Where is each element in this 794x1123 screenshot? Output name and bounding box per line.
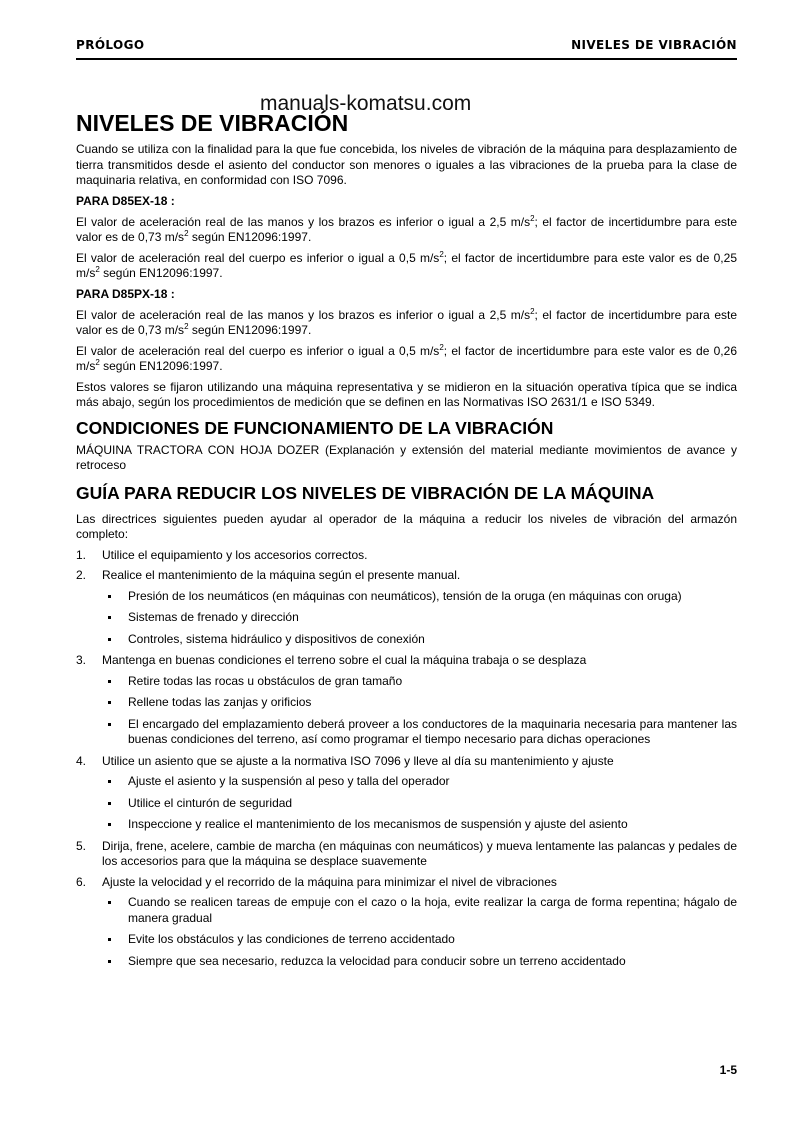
step-text: Realice el mantenimiento de la máquina según el presente manual. [102,568,461,582]
page-header [76,36,737,60]
hands-arm-value: El valor de aceleración real de las manos y los brazos es inferior o igual a 2,5 $m/s^2$; el factor de incertidumbre para este valor es de 0,73 $m/s^2$ según EN12096:1997. [76,213,737,244]
step-bullets [102,774,737,833]
guide-step [76,839,737,870]
step-number: 1. [76,547,87,562]
bullet-item: Siempre que sea necesario, reduzca la velocidad para conducir sobre un terreno accidentado [102,954,737,970]
step-number: 6. [76,874,87,889]
guide-step [76,754,737,833]
whole-body-value: El valor de aceleración real del cuerpo es inferior o igual a 0,5 $m/s^2$; el factor de incertidumbre para este valor es de 0,25 $m/s^2$ según EN12096:1997. [76,249,737,280]
bullet-item: Cuando se realicen tareas de empuje con el cazo o la hoja, evite realizar la carga de forma repentina; hágalo de manera gradual [102,895,737,926]
step-number: 4. [76,753,87,768]
guide-step [76,548,737,564]
step-bullets [102,895,737,969]
intro-paragraph: Cuando se utiliza con la finalidad para la que fue concebida, los niveles de vibración de la máquina para desplazamiento de tierra transmitidos desde el asiento del conductor son menores o iguales a las vibraciones de la prueba para la clase de maquinaria relativa, en conformidad con ISO 7096. [76,142,737,187]
step-text: Dirija, frene, acelere, cambie de marcha (en máquinas con neumáticos) y mueva lentamente las palancas y pedales de los accesorios para que la máquina se desplace suavemente [102,838,737,868]
page-content [76,110,737,975]
model-block-d85px [76,287,737,375]
bullet-item: Controles, sistema hidráulico y dispositivos de conexión [102,632,737,648]
page-number: 1-5 [719,1063,737,1077]
step-number: 5. [76,838,87,853]
guide-title: GUÍA PARA REDUCIR LOS NIVELES DE VIBRACIÓN DE LA MÁQUINA [76,482,655,503]
step-text: Utilice un asiento que se ajuste a la normativa ISO 7096 y lleve al día su mantenimiento y ajuste [102,753,614,768]
model-block-d85ex [76,194,737,282]
guide-step [76,875,737,970]
bullet-item: Presión de los neumáticos (en máquinas con neumáticos), tensión de la oruga (en máquinas con oruga) [102,589,737,605]
bullet-item: Ajuste el asiento y la suspensión al peso y talla del operador [102,774,737,790]
conditions-title: CONDICIONES DE FUNCIONAMIENTO DE LA VIBRACIÓN [76,417,554,438]
guide-intro: Las directrices siguientes pueden ayudar al operador de la máquina a reducir los niveles de vibración del armazón completo: [76,511,737,541]
step-number: 3. [76,653,87,667]
whole-body-value: El valor de aceleración real del cuerpo es inferior o igual a 0,5 $m/s^2$; el factor de incertidumbre para este valor es de 0,26 $m/s^2$ según EN12096:1997. [76,342,737,373]
bullet-item: El encargado del emplazamiento deberá proveer a los conductores de la maquinaria necesaria para mantener las buenas condiciones del terreno, así como programar el tiempo necesario para dichas operaciones [102,717,737,748]
bullet-item: Retire todas las rocas u obstáculos de gran tamaño [102,674,737,690]
step-number: 2. [76,568,87,582]
bullet-item: Inspeccione y realice el mantenimiento de los mecanismos de suspensión y ajuste del asiento [102,817,737,833]
hands-arm-value: El valor de aceleración real de las manos y los brazos es inferior o igual a 2,5 $m/s^2$; el factor de incertidumbre para este valor es de 0,73 $m/s^2$ según EN12096:1997. [76,306,737,337]
guide-step [76,653,737,748]
step-bullets [102,674,737,748]
bullet-item: Rellene todas las zanjas y orificios [102,695,737,711]
model-heading: PARA D85PX-18 : [76,286,175,301]
bullet-item: Utilice el cinturón de seguridad [102,796,737,812]
conditions-text: MÁQUINA TRACTORA CON HOJA DOZER (Explanación y extensión del material mediante movimientos de avance y retroceso [76,442,737,472]
step-text: Ajuste la velocidad y el recorrido de la máquina para minimizar el nivel de vibraciones [102,874,557,889]
header-chapter: PRÓLOGO [76,38,145,52]
bullet-item: Sistemas de frenado y dirección [102,610,737,626]
watermark: manuals-komatsu.com [260,92,472,115]
step-bullets [102,589,737,648]
header-section: NIVELES DE VIBRACIÓN [571,38,737,52]
page-title: NIVELES DE VIBRACIÓN [76,110,349,136]
guide-steps [76,548,737,970]
step-text: Utilice el equipamiento y los accesorios correctos. [102,547,368,562]
model-heading: PARA D85EX-18 : [76,193,175,208]
measurement-note: Estos valores se fijaron utilizando una máquina representativa y se midieron en la situación operativa típica que se indica más abajo, según los procedimientos de medición que se definen en las Normativas ISO 2631/1 e ISO 5349. [76,379,737,409]
bullet-item: Evite los obstáculos y las condiciones de terreno accidentado [102,932,737,948]
step-text: Mantenga en buenas condiciones el terreno sobre el cual la máquina trabaja o se desplaza [102,653,587,667]
guide-step [76,568,737,647]
